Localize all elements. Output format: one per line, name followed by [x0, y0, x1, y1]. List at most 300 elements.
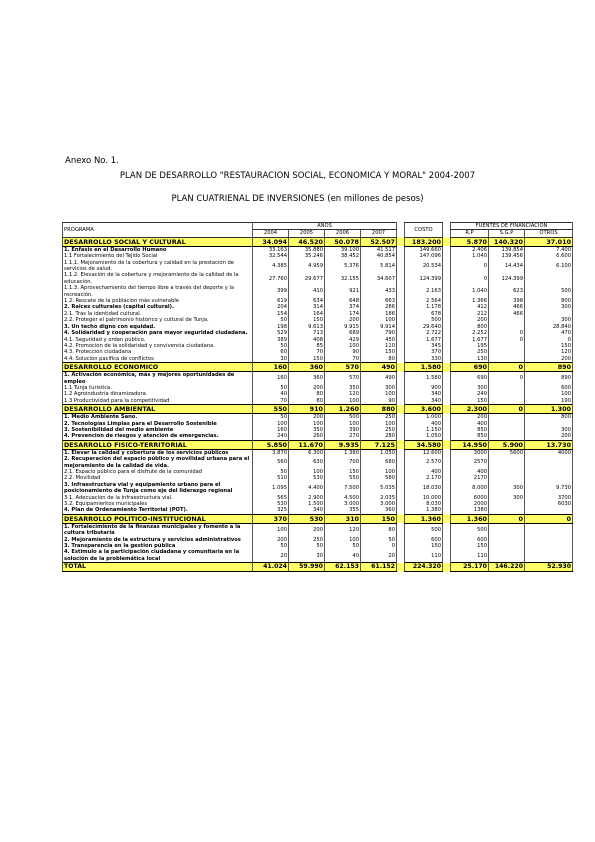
- source-value: 139.854: [489, 246, 525, 253]
- source-value: 1.360: [451, 514, 489, 523]
- year-value: 648: [325, 298, 361, 304]
- table-row: [63, 398, 573, 405]
- source-value: 195: [451, 343, 489, 349]
- year-value: 689: [325, 330, 361, 336]
- source-value: 139.456: [489, 253, 525, 259]
- table-row: [63, 549, 573, 562]
- source-value: 466: [489, 311, 525, 317]
- year-value: 20: [361, 549, 397, 562]
- year-value: 0: [361, 543, 397, 549]
- source-value: 146.220: [489, 563, 525, 572]
- row-label: 2. Recuperación del espacio público y movilidad urbana para el mejoramiento de la calidad de vida.: [63, 456, 253, 469]
- year-value: 7.500: [325, 482, 361, 495]
- table-row: [63, 260, 573, 273]
- year-value: 580: [361, 475, 397, 481]
- source-value: [489, 433, 525, 440]
- year-value: 110: [361, 343, 397, 349]
- cost-value: 400: [405, 469, 443, 475]
- year-value: 150: [325, 469, 361, 475]
- row-label: 2. Mejoramiento de la estructura y servicios administrativos: [63, 537, 253, 543]
- source-value: 300: [525, 304, 573, 310]
- cost-value: 110: [405, 549, 443, 562]
- year-value: 29.677: [289, 272, 325, 285]
- source-value: 200: [525, 356, 573, 363]
- source-value: 0: [451, 260, 489, 273]
- source-value: 140.320: [489, 237, 525, 246]
- year-value: 62.153: [325, 563, 361, 572]
- source-value: 7.400: [525, 246, 573, 253]
- cost-value: 1.360: [405, 514, 443, 523]
- source-value: [525, 549, 573, 562]
- table-row: [63, 433, 573, 440]
- year-value: 40: [253, 391, 289, 397]
- year-value: 11.670: [289, 440, 325, 449]
- section-row: [63, 514, 573, 523]
- table-header-row-1: [63, 223, 573, 230]
- row-label: 1. Elevar la calidad y cobertura de los servicios públicos: [63, 449, 253, 456]
- year-value: 50: [253, 543, 289, 549]
- source-value: [489, 507, 525, 514]
- section-row: [63, 237, 573, 246]
- row-label: 2. Raices culturales (capital cultural).: [63, 304, 253, 310]
- row-label: 1.1 Tunja turística.: [63, 385, 253, 391]
- source-value: 120: [525, 349, 573, 355]
- year-value: 100: [253, 421, 289, 427]
- header-source: R.P: [451, 230, 489, 237]
- year-value: 154: [253, 311, 289, 317]
- source-value: 1.366: [451, 298, 489, 304]
- year-value: 1.050: [361, 449, 397, 456]
- row-label: 1.1.2. Elevación de la cobertura y mejoramiento de la calidad de la educación.: [63, 272, 253, 285]
- cost-value: 1.150: [405, 427, 443, 433]
- row-label: 4. Prevencion de riesgos y atención de emergencias.: [63, 433, 253, 440]
- row-label: 2. Tecnologías Limpias para el Desarrollo Sostenible: [63, 421, 253, 427]
- header-year: 2006: [325, 230, 361, 237]
- source-value: 14.434: [489, 260, 525, 273]
- year-value: 46.520: [289, 237, 325, 246]
- year-value: 270: [325, 433, 361, 440]
- source-value: [525, 272, 573, 285]
- row-label: DESARROLLO ECONOMICO: [63, 363, 253, 372]
- cost-value: 2.564: [405, 298, 443, 304]
- year-value: 61.152: [361, 563, 397, 572]
- source-value: 5600: [489, 449, 525, 456]
- source-value: [525, 507, 573, 514]
- source-value: 2.300: [451, 405, 489, 414]
- cost-value: 2.570: [405, 456, 443, 469]
- source-value: 25.170: [451, 563, 489, 572]
- row-label: DESARROLLO SOCIAL Y CULTURAL: [63, 237, 253, 246]
- year-value: 490: [361, 372, 397, 385]
- year-value: 4.500: [325, 495, 361, 501]
- year-value: 286: [361, 304, 397, 310]
- year-value: 570: [325, 363, 361, 372]
- source-value: 600: [525, 385, 573, 391]
- cost-value: 1.380: [405, 507, 443, 514]
- year-value: 529: [253, 330, 289, 336]
- table-row: [63, 285, 573, 298]
- source-value: [489, 549, 525, 562]
- cost-value: 370: [405, 349, 443, 355]
- year-value: 164: [289, 311, 325, 317]
- year-value: 50: [325, 543, 361, 549]
- source-value: 6000: [451, 495, 489, 501]
- year-value: 408: [289, 337, 325, 343]
- section-row: [63, 363, 573, 372]
- row-label: 2.1. Espacio público para el disfrute de la comunidad: [63, 469, 253, 475]
- cost-value: 183.200: [405, 237, 443, 246]
- year-value: 663: [361, 298, 397, 304]
- year-value: 280: [361, 433, 397, 440]
- row-label: 1.3 Productividad para la competitividad: [63, 398, 253, 405]
- year-value: 250: [289, 537, 325, 543]
- year-value: 390: [325, 427, 361, 433]
- table-row: [63, 246, 573, 253]
- source-value: 1.040: [451, 285, 489, 298]
- year-value: 70: [253, 398, 289, 405]
- year-value: 20: [253, 549, 289, 562]
- year-value: 713: [289, 330, 325, 336]
- year-value: 30: [289, 549, 325, 562]
- row-label: 2.2. Proteger el patrimonio histórico y cultural de Tunja.: [63, 317, 253, 323]
- year-value: 619: [253, 298, 289, 304]
- year-value: 186: [361, 311, 397, 317]
- year-value: 90: [325, 349, 361, 355]
- table-row: [63, 372, 573, 385]
- source-value: 500: [451, 523, 489, 536]
- source-value: 1.040: [451, 253, 489, 259]
- row-label: 1. Medio Ambiente Sano.: [63, 414, 253, 421]
- header-source: S.G.P: [489, 230, 525, 237]
- source-value: 150: [525, 343, 573, 349]
- year-value: 240: [253, 433, 289, 440]
- year-value: 174: [325, 311, 361, 317]
- source-value: 800: [525, 298, 573, 304]
- year-value: 100: [325, 343, 361, 349]
- source-value: 150: [451, 398, 489, 405]
- source-value: 190: [525, 398, 573, 405]
- year-value: 50: [253, 385, 289, 391]
- year-value: 80: [289, 398, 325, 405]
- source-value: 14.950: [451, 440, 489, 449]
- year-value: 410: [289, 285, 325, 298]
- header-fuentes: FUENTES DE FINANCIACION: [451, 223, 573, 230]
- year-value: 530: [253, 501, 289, 507]
- year-value: 150: [289, 317, 325, 323]
- row-label: 4. Plan de Ordenamiento Territorial (POT).: [63, 507, 253, 514]
- source-value: 850: [451, 433, 489, 440]
- year-value: 100: [289, 469, 325, 475]
- source-value: 412: [451, 304, 489, 310]
- source-value: [489, 398, 525, 405]
- source-value: 0: [489, 372, 525, 385]
- annex-label: Anexo No. 1.: [65, 156, 119, 166]
- source-value: 800: [451, 324, 489, 330]
- year-value: 310: [325, 514, 361, 523]
- year-value: 35.246: [289, 253, 325, 259]
- source-value: [525, 456, 573, 469]
- table-row: [63, 414, 573, 421]
- year-value: 260: [289, 433, 325, 440]
- source-value: 890: [525, 363, 573, 372]
- source-value: 400: [451, 469, 489, 475]
- year-value: 59.990: [289, 563, 325, 572]
- year-value: 4.385: [253, 260, 289, 273]
- year-value: 40: [325, 549, 361, 562]
- source-value: 850: [451, 427, 489, 433]
- source-value: 2170: [451, 475, 489, 481]
- year-value: 550: [253, 405, 289, 414]
- year-value: 200: [289, 385, 325, 391]
- source-value: 0: [451, 272, 489, 285]
- year-value: 530: [289, 514, 325, 523]
- year-value: 2.900: [289, 495, 325, 501]
- source-value: 5.900: [489, 440, 525, 449]
- row-label: 1.1.3. Aprovechamiento del tiempo libre a través del deporte y la recreación.: [63, 285, 253, 298]
- cost-value: 345: [405, 343, 443, 349]
- year-value: 100: [361, 469, 397, 475]
- row-label: 1.2. Rescate de la población más vulnerable: [63, 298, 253, 304]
- cost-value: 147.096: [405, 253, 443, 259]
- year-value: 200: [325, 317, 361, 323]
- source-value: 6.100: [525, 260, 573, 273]
- year-value: 450: [361, 337, 397, 343]
- row-label: 4. Estimulo a la participación ciudadana y comunitaria en la solución de la problemática local: [63, 549, 253, 562]
- source-value: 300: [525, 427, 573, 433]
- source-value: 0: [489, 405, 525, 414]
- year-value: 530: [289, 475, 325, 481]
- year-value: 921: [325, 285, 361, 298]
- year-value: 32.544: [253, 253, 289, 259]
- section-row: [63, 405, 573, 414]
- source-value: 600: [451, 537, 489, 543]
- table-row: [63, 507, 573, 514]
- year-value: 6.300: [289, 449, 325, 456]
- header-source: OTROS: [525, 230, 573, 237]
- year-value: 39.100: [325, 246, 361, 253]
- source-value: [489, 523, 525, 536]
- cost-value: 1.677: [405, 337, 443, 343]
- cost-value: 3.600: [405, 405, 443, 414]
- source-value: 300: [525, 317, 573, 323]
- source-value: 0: [525, 337, 573, 343]
- table-row: [63, 523, 573, 536]
- year-value: 60: [253, 349, 289, 355]
- row-label: 2.2. Movilidad: [63, 475, 253, 481]
- year-value: 630: [289, 456, 325, 469]
- source-value: 2.252: [451, 330, 489, 336]
- source-value: 200: [451, 414, 489, 421]
- year-value: 27.760: [253, 272, 289, 285]
- source-value: 0: [525, 514, 573, 523]
- source-value: 5.870: [451, 237, 489, 246]
- year-value: 50: [253, 343, 289, 349]
- year-value: 70: [289, 349, 325, 355]
- year-value: 399: [253, 285, 289, 298]
- source-value: [489, 414, 525, 421]
- table-row: [63, 456, 573, 469]
- year-value: 360: [289, 372, 325, 385]
- year-value: 35.880: [289, 246, 325, 253]
- row-label: 2.1. Tras la identidad cultural.: [63, 311, 253, 317]
- row-label: 1.2 Agroindustria dinamizadora.: [63, 391, 253, 397]
- row-label: 4.3. Protección ciudadana: [63, 349, 253, 355]
- source-value: 240: [451, 391, 489, 397]
- header-costo: COSTO: [405, 223, 443, 238]
- year-value: 38.452: [325, 253, 361, 259]
- source-value: 0: [489, 330, 525, 336]
- year-value: 360: [289, 363, 325, 372]
- cost-value: 900: [405, 385, 443, 391]
- cost-value: 340: [405, 391, 443, 397]
- source-value: 466: [489, 304, 525, 310]
- year-value: 50.078: [325, 237, 361, 246]
- row-label: 3. Infraestructura vial y equipamiento urbano para el posicionamiento de Tunja como eje del liderazgo regional: [63, 482, 253, 495]
- year-value: 680: [361, 456, 397, 469]
- year-value: 250: [361, 414, 397, 421]
- year-value: 350: [325, 385, 361, 391]
- header-programa: PROGRAMA: [63, 223, 253, 238]
- cost-value: 340: [405, 398, 443, 405]
- year-value: 70: [325, 356, 361, 363]
- cost-value: 150: [405, 543, 443, 549]
- cost-value: 400: [405, 421, 443, 427]
- source-value: 398: [489, 298, 525, 304]
- row-label: DESARROLLO POLITICO-INSTITUCIONAL: [63, 514, 253, 523]
- year-value: 204: [253, 304, 289, 310]
- source-value: 3700: [525, 495, 573, 501]
- source-value: 300: [489, 482, 525, 495]
- year-value: 52.507: [361, 237, 397, 246]
- row-label: 1. Activación económica, más y mejores oportunidades de empleo: [63, 372, 253, 385]
- source-value: 0: [489, 337, 525, 343]
- year-value: 355: [325, 507, 361, 514]
- cost-value: 8.030: [405, 501, 443, 507]
- year-value: 34.607: [361, 272, 397, 285]
- year-value: 32.155: [325, 272, 361, 285]
- cost-value: 330: [405, 356, 443, 363]
- year-value: 100: [325, 398, 361, 405]
- cost-value: 1.178: [405, 304, 443, 310]
- year-value: 5.814: [361, 260, 397, 273]
- year-value: 790: [361, 330, 397, 336]
- source-value: 28.840: [525, 324, 573, 330]
- year-value: 910: [289, 405, 325, 414]
- year-value: 429: [325, 337, 361, 343]
- cost-value: 12.600: [405, 449, 443, 456]
- row-label: DESARROLLO FISICO-TERRITORIAL: [63, 440, 253, 449]
- year-value: 700: [325, 456, 361, 469]
- year-value: 100: [289, 421, 325, 427]
- source-value: 623: [489, 285, 525, 298]
- cost-value: 224.320: [405, 563, 443, 572]
- year-value: 9.935: [325, 440, 361, 449]
- source-value: 1.677: [451, 337, 489, 343]
- year-value: 565: [253, 495, 289, 501]
- year-value: 433: [361, 285, 397, 298]
- source-value: 130: [451, 356, 489, 363]
- year-value: 9.915: [325, 324, 361, 330]
- year-value: 160: [253, 372, 289, 385]
- year-value: 100: [361, 317, 397, 323]
- row-label: 4.2. Promoción de la solidaridad y convivencia ciudadana.: [63, 343, 253, 349]
- cost-value: 149.660: [405, 246, 443, 253]
- total-row: [63, 563, 573, 572]
- source-value: 2.406: [451, 246, 489, 253]
- row-label: 3. Un techo digno con equidad.: [63, 324, 253, 330]
- cost-value: 500: [405, 317, 443, 323]
- year-value: 34.094: [253, 237, 289, 246]
- row-label: TOTAL: [63, 563, 253, 572]
- year-value: 90: [361, 398, 397, 405]
- source-value: 300: [489, 495, 525, 501]
- year-value: 160: [253, 427, 289, 433]
- year-value: 100: [361, 421, 397, 427]
- cost-value: 678: [405, 311, 443, 317]
- year-value: 198: [253, 324, 289, 330]
- table-row: [63, 272, 573, 285]
- year-value: 50: [253, 317, 289, 323]
- source-value: 110: [451, 549, 489, 562]
- row-label: 4. Solidaridad y cooperación para mayor seguridad ciudadana.: [63, 330, 253, 336]
- year-value: 3.870: [253, 449, 289, 456]
- year-value: 50: [289, 543, 325, 549]
- row-label: 1.1.1. Mejoramiento de la cobertura y calidad en la prestación de servicios de salud.: [63, 260, 253, 273]
- year-value: 85: [289, 343, 325, 349]
- year-value: 560: [253, 456, 289, 469]
- row-label: 3. Sostenibilidad del medio ambiente: [63, 427, 253, 433]
- year-value: 200: [289, 414, 325, 421]
- cost-value: 500: [405, 523, 443, 536]
- header-year: 2007: [361, 230, 397, 237]
- document-subtitle: PLAN CUATRIENAL DE INVERSIONES (en millones de pesos): [171, 194, 424, 204]
- year-value: 41.024: [253, 563, 289, 572]
- year-value: 80: [289, 391, 325, 397]
- year-value: 100: [361, 391, 397, 397]
- year-value: 100: [253, 523, 289, 536]
- source-value: 250: [451, 349, 489, 355]
- year-value: 314: [289, 304, 325, 310]
- cost-value: 2.170: [405, 475, 443, 481]
- source-value: 200: [451, 317, 489, 323]
- source-value: [525, 523, 573, 536]
- year-value: 250: [361, 427, 397, 433]
- year-value: 5.850: [253, 440, 289, 449]
- year-value: 150: [361, 349, 397, 355]
- source-value: 100: [525, 391, 573, 397]
- source-value: 400: [451, 421, 489, 427]
- year-value: 50: [253, 469, 289, 475]
- year-value: 7.125: [361, 440, 397, 449]
- source-value: 212: [451, 311, 489, 317]
- source-value: 13.730: [525, 440, 573, 449]
- source-value: 37.010: [525, 237, 573, 246]
- cost-value: 18.030: [405, 482, 443, 495]
- year-value: 3.000: [361, 501, 397, 507]
- source-value: 0: [489, 363, 525, 372]
- year-value: 200: [289, 523, 325, 536]
- year-value: 350: [289, 427, 325, 433]
- source-value: 800: [525, 414, 573, 421]
- year-value: 4.400: [289, 482, 325, 495]
- source-value: 690: [451, 363, 489, 372]
- year-value: 340: [289, 507, 325, 514]
- table-row: [63, 356, 573, 363]
- row-label: 1.1 Fortalecimiento del Tejido Social: [63, 253, 253, 259]
- year-value: 33.163: [253, 246, 289, 253]
- header-year: 2005: [289, 230, 325, 237]
- cost-value: 1.580: [405, 363, 443, 372]
